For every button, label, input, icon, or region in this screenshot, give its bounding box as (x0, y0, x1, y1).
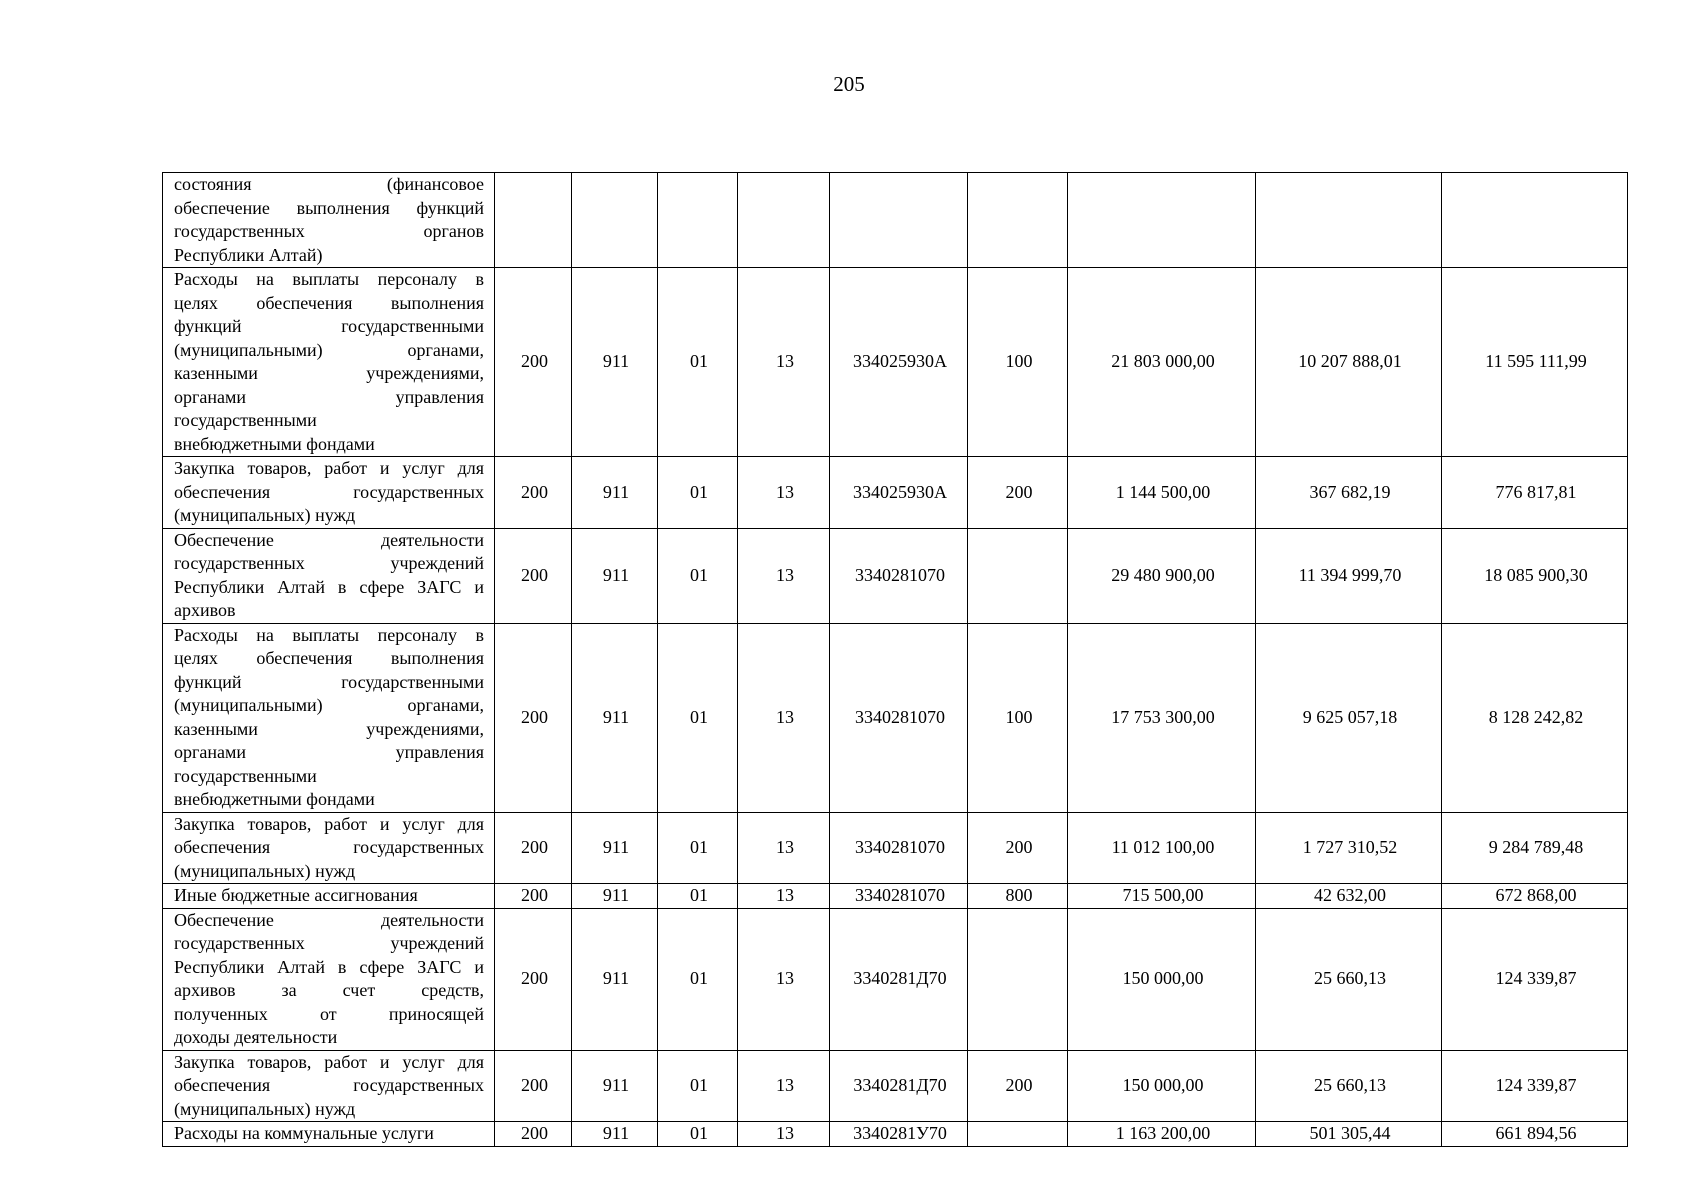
col-target-article: 334025930А (830, 457, 968, 529)
description-line: Иные бюджетные ассигнования (174, 885, 418, 905)
col-ministry: 911 (572, 457, 658, 529)
col-expense-type: 200 (968, 1050, 1068, 1122)
description-line: (муниципальных) нужд (174, 860, 356, 881)
col-expense-type: 200 (968, 457, 1068, 529)
col-executed-amount: 25 660,13 (1256, 908, 1442, 1050)
description-line: Расходы на выплаты персоналу в (174, 624, 484, 645)
page-number: 205 (833, 72, 865, 96)
col-subdivision: 13 (738, 1122, 830, 1147)
description-line: функций государственными (174, 316, 484, 336)
description-line: государственными (174, 410, 317, 430)
row-description (163, 173, 495, 268)
col-expense-type: 200 (968, 812, 1068, 884)
col-plan-amount: 715 500,00 (1068, 884, 1256, 909)
description-line: (муниципальных) нужд (174, 1098, 356, 1119)
col-plan-amount: 11 012 100,00 (1068, 812, 1256, 884)
col-target-article: 3340281Д70 (830, 1050, 968, 1122)
col-ministry: 911 (572, 1122, 658, 1147)
col-plan-amount: 17 753 300,00 (1068, 623, 1256, 812)
col-section: 200 (495, 884, 572, 909)
col-target-article: 3340281070 (830, 528, 968, 623)
description-line: функций государственными (174, 671, 484, 692)
table-row (163, 1122, 1628, 1147)
description-line: целях обеспечения выполнения (174, 648, 484, 668)
table-row (163, 623, 1628, 812)
col-plan-amount: 150 000,00 (1068, 1050, 1256, 1122)
col-expense-type (968, 908, 1068, 1050)
col-section: 200 (495, 812, 572, 884)
description-line: государственными (174, 765, 317, 786)
col-remaining-amount: 18 085 900,30 (1442, 528, 1628, 623)
description-line: Республики Алтай) (174, 244, 323, 265)
row-description (163, 268, 495, 457)
col-division (658, 173, 738, 268)
col-expense-type (968, 1122, 1068, 1147)
col-subdivision: 13 (738, 884, 830, 909)
col-ministry (572, 173, 658, 268)
row-description (163, 1050, 495, 1122)
description-line: Закупка товаров, работ и услуг для (174, 1051, 484, 1072)
col-remaining-amount: 9 284 789,48 (1442, 812, 1628, 884)
col-section: 200 (495, 1122, 572, 1147)
col-plan-amount: 21 803 000,00 (1068, 268, 1256, 457)
col-division: 01 (658, 884, 738, 909)
row-description (163, 812, 495, 884)
col-plan-amount (1068, 173, 1256, 268)
col-ministry: 911 (572, 528, 658, 623)
table-body (163, 173, 1628, 1147)
col-ministry: 911 (572, 623, 658, 812)
table-row (163, 173, 1628, 268)
col-subdivision: 13 (738, 528, 830, 623)
budget-table (162, 172, 1628, 1147)
col-executed-amount: 367 682,19 (1256, 457, 1442, 529)
table-row (163, 1050, 1628, 1122)
col-ministry: 911 (572, 884, 658, 909)
description-line: органами управления (174, 386, 484, 407)
description-line: состояния (финансовое (174, 174, 484, 194)
col-division: 01 (658, 908, 738, 1050)
col-target-article: 3340281Д70 (830, 908, 968, 1050)
col-ministry: 911 (572, 1050, 658, 1122)
description-line: Республики Алтай в сфере ЗАГС и (174, 956, 484, 977)
col-executed-amount: 9 625 057,18 (1256, 623, 1442, 812)
description-line: Расходы на коммунальные услуги (174, 1123, 434, 1143)
description-line: обеспечения государственных (174, 1075, 484, 1095)
description-line: Закупка товаров, работ и услуг для (174, 458, 484, 478)
description-line: внебюджетными фондами (174, 789, 375, 809)
row-description (163, 623, 495, 812)
table-row (163, 812, 1628, 884)
col-subdivision: 13 (738, 623, 830, 812)
row-description (163, 457, 495, 529)
col-remaining-amount (1442, 173, 1628, 268)
description-line: Закупка товаров, работ и услуг для (174, 813, 484, 834)
col-section: 200 (495, 528, 572, 623)
table-row (163, 884, 1628, 909)
col-subdivision: 13 (738, 457, 830, 529)
description-line: целях обеспечения выполнения (174, 292, 484, 313)
col-executed-amount: 1 727 310,52 (1256, 812, 1442, 884)
row-description (163, 1122, 495, 1147)
col-target-article: 3340281070 (830, 812, 968, 884)
col-plan-amount: 29 480 900,00 (1068, 528, 1256, 623)
col-plan-amount: 1 163 200,00 (1068, 1122, 1256, 1147)
col-division: 01 (658, 528, 738, 623)
col-subdivision: 13 (738, 268, 830, 457)
col-executed-amount: 11 394 999,70 (1256, 528, 1442, 623)
description-line: государственных учреждений (174, 553, 484, 573)
col-remaining-amount: 672 868,00 (1442, 884, 1628, 909)
description-line: доходы деятельности (174, 1027, 338, 1047)
col-division: 01 (658, 812, 738, 884)
col-division: 01 (658, 1050, 738, 1122)
description-line: архивов (174, 600, 236, 620)
description-line: (муниципальными) органами, (174, 339, 484, 360)
description-line: казенными учреждениями, (174, 718, 484, 739)
col-executed-amount (1256, 173, 1442, 268)
col-division: 01 (658, 268, 738, 457)
description-line: Обеспечение деятельности (174, 909, 484, 930)
col-executed-amount: 25 660,13 (1256, 1050, 1442, 1122)
description-line: государственных органов (174, 221, 484, 241)
description-line: обеспечение выполнения функций (174, 197, 484, 218)
description-line: обеспечения государственных (174, 481, 484, 502)
col-section: 200 (495, 268, 572, 457)
col-executed-amount: 42 632,00 (1256, 884, 1442, 909)
col-division: 01 (658, 1122, 738, 1147)
col-ministry: 911 (572, 908, 658, 1050)
col-subdivision (738, 173, 830, 268)
col-ministry: 911 (572, 812, 658, 884)
col-section: 200 (495, 457, 572, 529)
col-remaining-amount: 776 817,81 (1442, 457, 1628, 529)
col-expense-type: 800 (968, 884, 1068, 909)
row-description (163, 884, 495, 909)
table-row (163, 457, 1628, 529)
col-subdivision: 13 (738, 1050, 830, 1122)
description-line: Расходы на выплаты персоналу в (174, 269, 484, 289)
description-line: архивов за счет средств, (174, 980, 484, 1000)
description-line: Обеспечение деятельности (174, 529, 484, 550)
table-row (163, 268, 1628, 457)
col-target-article: 3340281070 (830, 623, 968, 812)
col-expense-type (968, 173, 1068, 268)
description-line: (муниципальными) органами, (174, 695, 484, 715)
col-target-article (830, 173, 968, 268)
description-line: государственных учреждений (174, 933, 484, 953)
col-target-article: 3340281070 (830, 884, 968, 909)
col-section: 200 (495, 623, 572, 812)
col-target-article: 3340281У70 (830, 1122, 968, 1147)
col-expense-type (968, 528, 1068, 623)
col-subdivision: 13 (738, 812, 830, 884)
col-remaining-amount: 124 339,87 (1442, 908, 1628, 1050)
col-executed-amount: 10 207 888,01 (1256, 268, 1442, 457)
col-remaining-amount: 124 339,87 (1442, 1050, 1628, 1122)
col-ministry: 911 (572, 268, 658, 457)
col-subdivision: 13 (738, 908, 830, 1050)
description-line: (муниципальных) нужд (174, 505, 356, 525)
col-section (495, 173, 572, 268)
col-section: 200 (495, 1050, 572, 1122)
description-line: органами управления (174, 742, 484, 762)
col-expense-type: 100 (968, 623, 1068, 812)
table-row (163, 528, 1628, 623)
col-executed-amount: 501 305,44 (1256, 1122, 1442, 1147)
col-target-article: 334025930А (830, 268, 968, 457)
description-line: полученных от приносящей (174, 1003, 484, 1024)
col-plan-amount: 1 144 500,00 (1068, 457, 1256, 529)
row-description (163, 908, 495, 1050)
col-remaining-amount: 661 894,56 (1442, 1122, 1628, 1147)
col-division: 01 (658, 457, 738, 529)
row-description (163, 528, 495, 623)
col-plan-amount: 150 000,00 (1068, 908, 1256, 1050)
description-line: обеспечения государственных (174, 837, 484, 857)
description-line: внебюджетными фондами (174, 433, 375, 454)
description-line: Республики Алтай в сфере ЗАГС и (174, 576, 484, 597)
col-remaining-amount: 11 595 111,99 (1442, 268, 1628, 457)
col-remaining-amount: 8 128 242,82 (1442, 623, 1628, 812)
description-line: казенными учреждениями, (174, 363, 484, 383)
col-division: 01 (658, 623, 738, 812)
col-section: 200 (495, 908, 572, 1050)
col-expense-type: 100 (968, 268, 1068, 457)
table-row (163, 908, 1628, 1050)
